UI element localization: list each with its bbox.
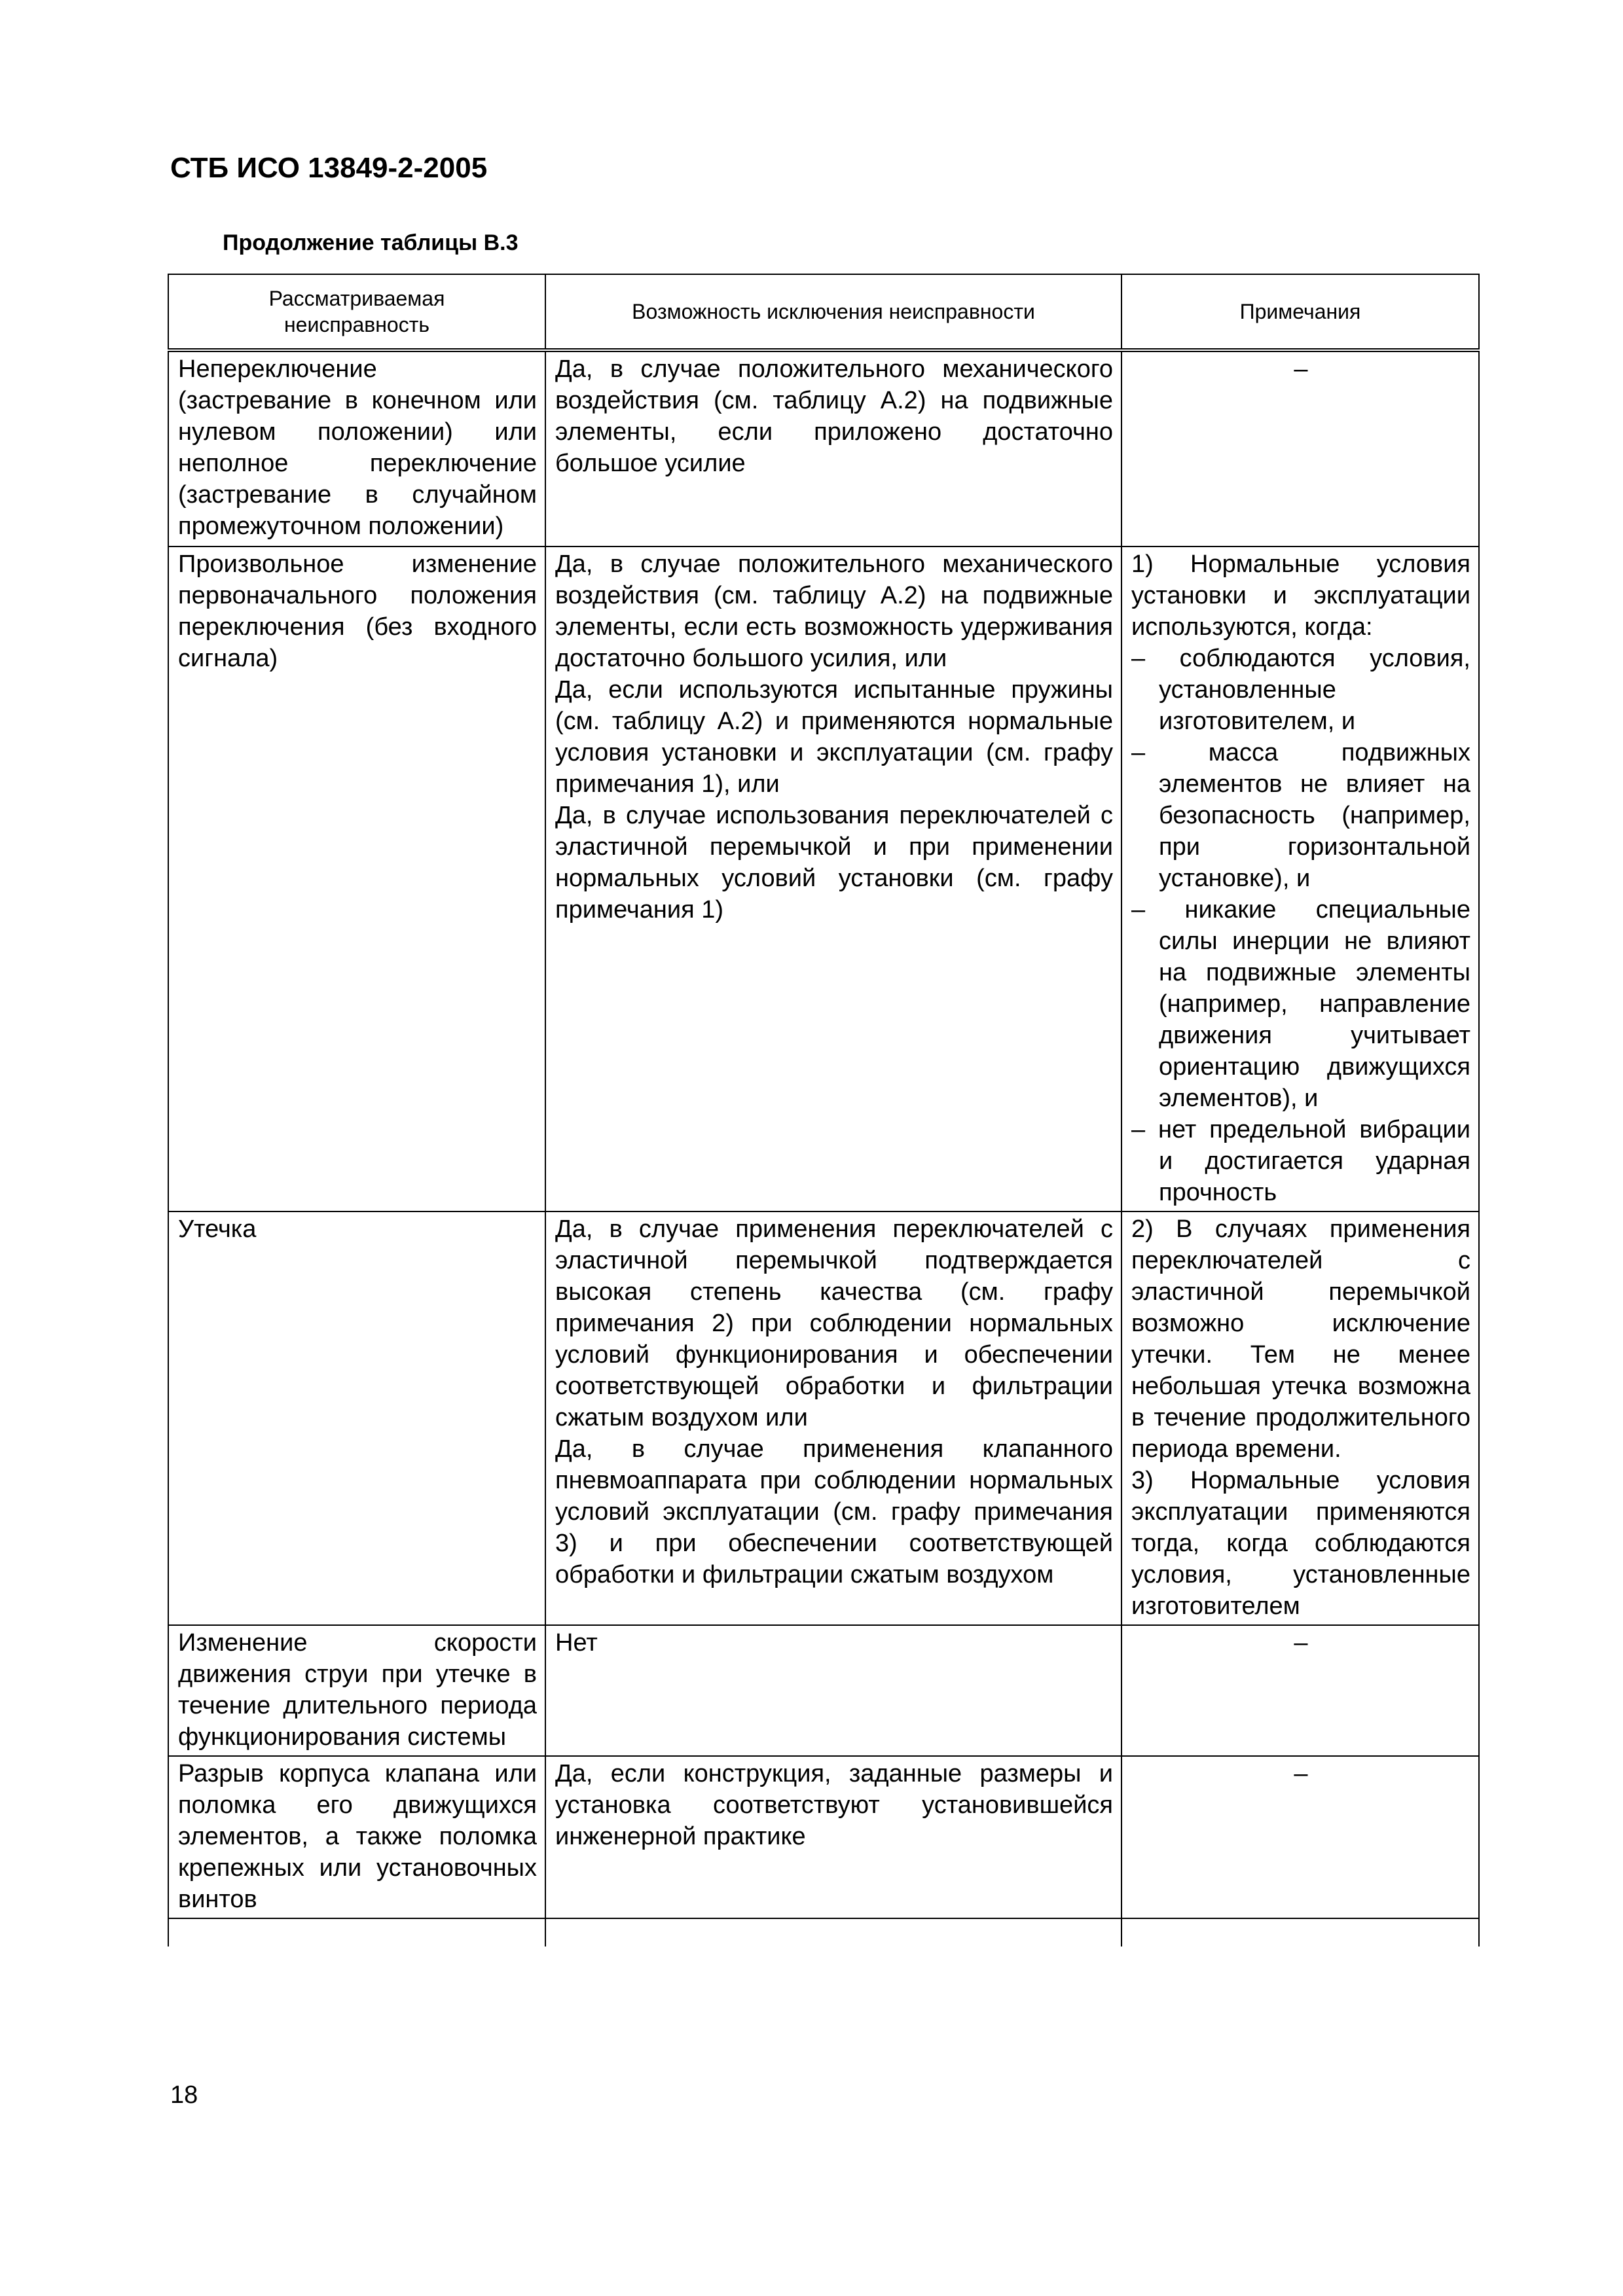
table-header (168, 274, 1479, 350)
fault-cell: Разрыв корпуса клапана или поломка его движущихся элементов, а также поломка крепежных или установочных винтов (168, 1756, 545, 1918)
document-title: СТБ ИСО 13849-2-2005 (170, 152, 488, 184)
table-caption: Продолжение таблицы В.3 (223, 230, 519, 255)
empty-cell (168, 1918, 545, 1946)
notes-cell (1122, 1211, 1479, 1625)
notes-cell: – (1122, 1625, 1479, 1756)
exclusion-cell (545, 547, 1122, 1211)
fault-cell: Изменение скорости движения струи при утечке в течение длительного периода функционирования системы (168, 1625, 545, 1756)
fault-exclusion-table-container (168, 274, 1478, 1946)
header-row (168, 274, 1479, 350)
notes-intro: 1) Нормальные условия установки и эксплуатации используются, когда: (1131, 550, 1470, 641)
exclusion-paragraph: Да, если конструкция, заданные размеры и установка соответствуют установившейся инженерной практике (555, 1760, 1113, 1850)
notes-paragraph: 3) Нормальные условия эксплуатации применяются тогда, когда соблюдаются условия, установленные изготовителем (1131, 1467, 1470, 1620)
exclusion-paragraph: Да, в случае применения клапанного пневмоаппарата при соблюдении нормальных условий эксплуатации (см. графу примечания 3) и при обеспечении соответствующей обработки и фильтрации сжатым воздухом (555, 1435, 1113, 1588)
exclusion-cell (545, 350, 1122, 547)
exclusion-paragraph: Да, если используются испытанные пружины (см. таблицу А.2) и применяются нормальные условия установки и эксплуатации (см. графу примечания 1), или (555, 676, 1113, 798)
table-row (168, 1211, 1479, 1625)
fault-cell: Утечка (168, 1211, 545, 1625)
empty-cell (1122, 1918, 1479, 1946)
notes-list-item: – нет предельной вибрации и достигается ударная прочность (1131, 1116, 1470, 1206)
fault-exclusion-table (168, 274, 1480, 1946)
fault-cell: Непереключение (застревание в конечном или нулевом положении) или неполное переключение (застревание в случайном промежуточном положении) (168, 350, 545, 547)
exclusion-paragraph: Нет (555, 1629, 598, 1657)
column-header-fault: Рассматриваемая неисправность (168, 274, 545, 350)
exclusion-paragraph: Да, в случае положительного механического воздействия (см. таблицу А.2) на подвижные элементы, если приложено достаточно большое усилие (555, 355, 1113, 477)
exclusion-paragraph: Да, в случае положительного механического воздействия (см. таблицу А.2) на подвижные элементы, если есть возможность удерживания достаточно большого усилия, или (555, 550, 1113, 672)
column-header-notes: Примечания (1122, 274, 1479, 350)
notes-cell (1122, 547, 1479, 1211)
exclusion-cell (545, 1625, 1122, 1756)
notes-list (1131, 643, 1470, 1208)
table-row (168, 350, 1479, 547)
table-row-continuation (168, 1918, 1479, 1946)
exclusion-paragraph: Да, в случае применения переключателей с эластичной перемычкой подтверждается высокая степень качества (см. графу примечания 2) при соблюдении нормальных условий функционирования и обеспечении соответствующей обработки и фильтрации сжатым воздухом или (555, 1215, 1113, 1431)
table-row (168, 1625, 1479, 1756)
table-body (168, 350, 1479, 1946)
column-header-exclusion: Возможность исключения неисправности (545, 274, 1122, 350)
empty-cell (545, 1918, 1122, 1946)
table-row (168, 1756, 1479, 1918)
notes-list-item: – масса подвижных элементов не влияет на безопасность (например, при горизонтальной установке), и (1131, 739, 1470, 892)
exclusion-cell (545, 1211, 1122, 1625)
notes-paragraph: 2) В случаях применения переключателей с эластичной перемычкой возможно исключение утечки. Тем не менее небольшая утечка возможна в течение продолжительного периода времени. (1131, 1215, 1470, 1463)
exclusion-cell (545, 1756, 1122, 1918)
notes-list-item: – никакие специальные силы инерции не влияют на подвижные элементы (например, направление движения учитывает ориентацию движущихся элементов), и (1131, 896, 1470, 1112)
page-number: 18 (170, 2081, 198, 2109)
exclusion-paragraph: Да, в случае использования переключателей с эластичной перемычкой и при применении нормальных условий установки (см. графу примечания 1) (555, 802, 1113, 924)
notes-cell: – (1122, 350, 1479, 547)
table-row (168, 547, 1479, 1211)
notes-cell: – (1122, 1756, 1479, 1918)
notes-list-item: – соблюдаются условия, установленные изготовителем, и (1131, 645, 1470, 735)
fault-cell: Произвольное изменение первоначального положения переключения (без входного сигнала) (168, 547, 545, 1211)
